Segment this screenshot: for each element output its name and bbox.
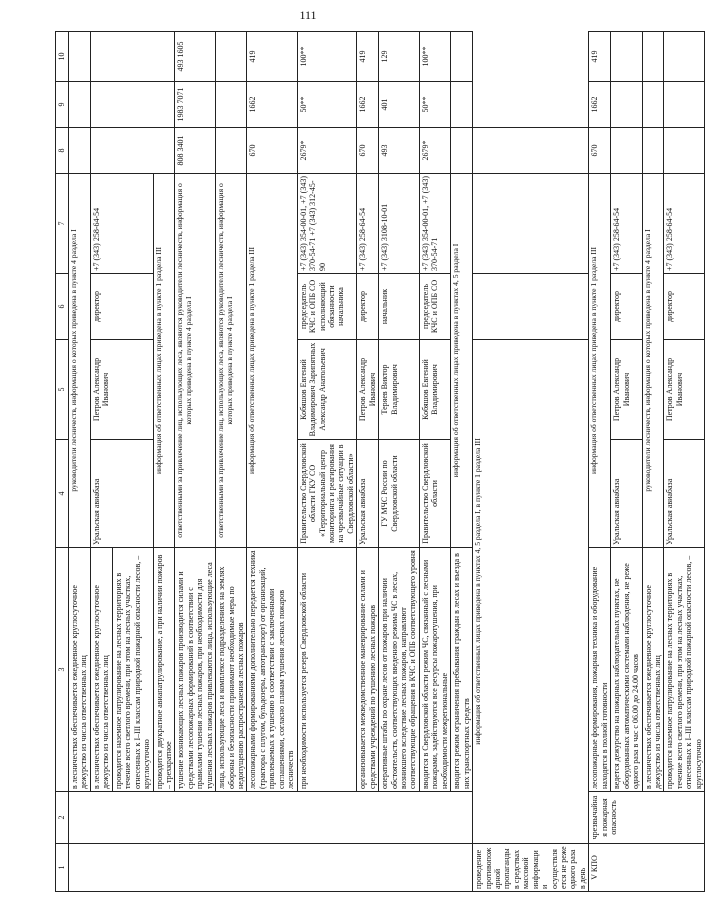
cell: 1662 xyxy=(589,82,611,128)
cell: 50** xyxy=(297,82,357,128)
cell: директор xyxy=(90,274,153,340)
span-cell: ответственными за привлечение лиц, использующих леса, являются руководители лесничеств, информация о которых приведена в пункте 4 раздела I xyxy=(175,174,216,548)
span-cell: ответственными за привлечение лиц, использующих леса, являются руководители лесничеств, информация о которых приведена в пункте 4 раздела I xyxy=(216,174,247,548)
header-row xyxy=(56,32,69,892)
cell: V КПО xyxy=(589,844,705,892)
cell xyxy=(216,128,247,174)
col-header-8: 8 xyxy=(56,128,69,174)
cell: Правительство Свердловской области ГКУ СО «Территориальный центр мониторинга и реагирования на чрезвычайные ситуации в Свердловской области» xyxy=(297,440,357,548)
table-row xyxy=(297,32,357,892)
cell: +7 (343) 354-00-01, +7 (343) 370-54-71 xyxy=(419,174,450,274)
cell xyxy=(216,32,247,82)
cell: чрезвычайная пожарная опасность xyxy=(589,792,705,844)
cell xyxy=(69,792,473,844)
cell: 100** xyxy=(419,32,450,82)
table-row xyxy=(175,32,216,892)
span-cell: руководители лесничеств, информация о которых приведена в пункте 4 раздела I xyxy=(69,174,91,548)
table-row xyxy=(642,32,664,892)
cell: Кобяшов Евгений Владимирович Зарипятных Александр Анатольевич xyxy=(297,340,357,440)
table-row xyxy=(664,32,705,892)
cell: +7 (343) 258-64-54 xyxy=(90,174,153,274)
cell: Уральская авиабаза xyxy=(611,440,642,548)
cell: 493 1605 xyxy=(175,32,216,82)
cell: Уральская авиабаза xyxy=(90,440,153,548)
span-cell: информация об ответственных лицах приведена в пунктах 4, 5 раздела I xyxy=(451,174,473,548)
cell: вводится режим ограничения пребывания граждан в лесах и въезда в них транспортных средств xyxy=(451,548,473,792)
col-header-6: 6 xyxy=(56,274,69,340)
cell: Петров Александр Иванович xyxy=(90,340,153,440)
cell: +7 (343) 258-64-54 xyxy=(664,174,705,274)
table-row xyxy=(589,32,611,892)
cell xyxy=(69,32,91,82)
cell xyxy=(451,82,473,128)
cell: Петров Александр Иванович xyxy=(611,340,642,440)
cell: директор xyxy=(611,274,642,340)
cell: 419 xyxy=(357,32,379,82)
cell: организовывается межведомственное маневрирование силами и средствами учреждений по тушению лесных пожаров xyxy=(357,548,379,792)
cell xyxy=(473,174,589,274)
cell xyxy=(451,32,473,82)
cell: оперативные штабы по охране лесов от пожаров при наличии обстоятельств, соответствующих введению режима ЧС в лесах, возникшего вследствие лесных пожаров, направляют соответствующие обращения в КЧС и ОПБ соответствующего уровня xyxy=(379,548,420,792)
cell xyxy=(69,82,91,128)
cell xyxy=(473,128,589,174)
cell: 1662 xyxy=(357,82,379,128)
cell: +7 (343) 258-64-54 xyxy=(611,174,642,274)
table-row xyxy=(216,32,247,892)
cell: проводится наземное патрулирование на лесных территориях в течение всего светлого времени, при этом на лесных участках, отнесенных к I–III классам природной пожарной опасности лесов, – круглосуточно xyxy=(664,548,705,792)
cell: 808 3401 xyxy=(175,128,216,174)
cell: лесопожарные формирования, пожарная техника и оборудование находятся в полной готовности xyxy=(589,548,611,792)
cell xyxy=(69,844,473,892)
col-header-5: 5 xyxy=(56,340,69,440)
cell: 1983 7071 xyxy=(175,82,216,128)
col-header-2: 2 xyxy=(56,792,69,844)
cell xyxy=(473,274,589,340)
cell: директор xyxy=(664,274,705,340)
cell: проведение противопожарной пропаганды в средствах массовой информации осуществляется не реже одного раза в день xyxy=(473,844,589,892)
cell: в лесничествах обеспечивается ежедневное круглосуточное дежурство из числа ответственных лиц xyxy=(90,548,112,792)
table-row xyxy=(379,32,420,892)
table-row xyxy=(69,32,91,892)
table-row xyxy=(611,32,642,892)
cell: Правительство Свердловской области xyxy=(419,440,450,548)
cell: 50** xyxy=(419,82,450,128)
cell: вводится в Свердловской области режим ЧС, связанный с лесными пожарами, задействуются все ресурсы пожаротушения, при необходимости межрегиональные xyxy=(419,548,450,792)
cell: проводится двукратное авиапатрулирование, а при наличии пожаров – трехкратное xyxy=(153,548,175,792)
col-header-4: 4 xyxy=(56,440,69,548)
cell: председатель КЧС и ОПБ СО исполняющий обязанности начальника xyxy=(297,274,357,340)
cell: Кобяшов Евгений Владимирович xyxy=(419,340,450,440)
cell: в лесничествах обеспечивается ежедневное круглосуточное дежурство из числа ответственных лиц xyxy=(69,548,91,792)
cell: Петров Александр Иванович xyxy=(664,340,705,440)
cell: Уральская авиабаза xyxy=(664,440,705,548)
cell: Петров Александр Иванович xyxy=(357,340,379,440)
cell xyxy=(611,82,642,128)
cell xyxy=(611,32,642,82)
cell: 129 xyxy=(379,32,420,82)
col-header-1: 1 xyxy=(56,844,69,892)
cell xyxy=(216,82,247,128)
cell xyxy=(451,128,473,174)
cell: проводится наземное патрулирование на лесных территориях в течение всего светлого времени, при этом на лесных участках, отнесенных к I–III классам природной пожарной опасности лесов, – круглосуточно xyxy=(112,548,153,792)
cell: 2679* xyxy=(419,128,450,174)
span-cell: информация об ответственных лицах приведена в пункте 1 раздела III xyxy=(247,174,297,548)
cell: директор xyxy=(357,274,379,340)
cell: в лесничествах обеспечивается ежедневное круглосуточное дежурство из числа ответственных лиц xyxy=(642,548,664,792)
cell xyxy=(642,128,664,174)
cell: 670 xyxy=(357,128,379,174)
span-cell: информация об ответственных лицах приведена в пунктах 4, 5 раздела I, в пункте 1 раздела III xyxy=(473,340,589,844)
cell: +7 (343) 354-00-01, +7 (343) 370-54-71 +7 (343) 312-45-90 xyxy=(297,174,357,274)
cell: 670 xyxy=(247,128,297,174)
cell xyxy=(642,82,664,128)
cell xyxy=(90,128,175,174)
cell: 670 xyxy=(589,128,611,174)
cell: тушение возникающих лесных пожаров производится силами и средствами лесопожарных формирований в соответствии с правилами тушения лесных пожаров, при необходимости для тушения лесных пожаров привлекаются лица, использующие леса xyxy=(175,548,216,792)
table-frame xyxy=(55,32,703,892)
table-row xyxy=(90,32,112,892)
cell xyxy=(664,128,705,174)
cell xyxy=(664,32,705,82)
table-row xyxy=(419,32,450,892)
cell: 1662 xyxy=(247,82,297,128)
cell: +7 (343) 258-64-54 xyxy=(357,174,379,274)
cell: при необходимости используется резерв Свердловской области xyxy=(297,548,357,792)
fire-danger-table xyxy=(55,31,705,892)
span-cell: информация об ответственных лицах приведена в пункте 1 раздела III xyxy=(153,174,175,548)
table-row xyxy=(357,32,379,892)
col-header-3: 3 xyxy=(56,548,69,792)
cell xyxy=(642,32,664,82)
cell: лица, использующие леса и комплексе подразделениях на землях обороны и безопасности принимают необходимые меры по недопущению распространения лесных пожаров xyxy=(216,548,247,792)
col-header-10: 10 xyxy=(56,32,69,82)
page-number: 111 xyxy=(299,8,317,22)
cell xyxy=(90,82,175,128)
col-header-7: 7 xyxy=(56,174,69,274)
rotated-sheet xyxy=(55,32,703,892)
cell: начальник xyxy=(379,274,420,340)
cell: ГУ МЧС России по Свердловской области xyxy=(379,440,420,548)
cell: 419 xyxy=(247,32,297,82)
cell: лесопожарными формированиями дополнительно передается техника (тракторы с плугом, бульдозеры, автотранспорт) от организаций, привлекаемых к тушению в соответствии с заключенными соглашениями, согласно планам тушения лесных пожаров лесничеств xyxy=(247,548,297,792)
table-row xyxy=(247,32,297,892)
cell: 2679* xyxy=(297,128,357,174)
span-cell: информация об ответственных лицах приведена в пункте 1 раздела III xyxy=(589,174,611,548)
cell: 493 xyxy=(379,128,420,174)
table-row xyxy=(451,32,473,892)
cell: +7 (343) 3108-10-01 xyxy=(379,174,420,274)
cell: председатель КЧС и ОПБ СО xyxy=(419,274,450,340)
cell xyxy=(69,128,91,174)
cell xyxy=(90,32,175,82)
span-cell: руководители лесничеств, информация о которых приведена в пункте 4 раздела I xyxy=(642,174,664,548)
cell: Уральская авиабаза xyxy=(357,440,379,548)
cell: Теряев Виктор Владимирович xyxy=(379,340,420,440)
table-row xyxy=(473,32,589,892)
col-header-9: 9 xyxy=(56,82,69,128)
cell xyxy=(611,128,642,174)
cell: 401 xyxy=(379,82,420,128)
cell: ведется дежурство на пожарных наблюдательных пунктах, не оборудованных автоматическими системами наблюдения, не реже одного раза в час с 06.00 до 24.00 часов xyxy=(611,548,642,792)
cell xyxy=(664,82,705,128)
cell: 100** xyxy=(297,32,357,82)
cell: 419 xyxy=(589,32,611,82)
